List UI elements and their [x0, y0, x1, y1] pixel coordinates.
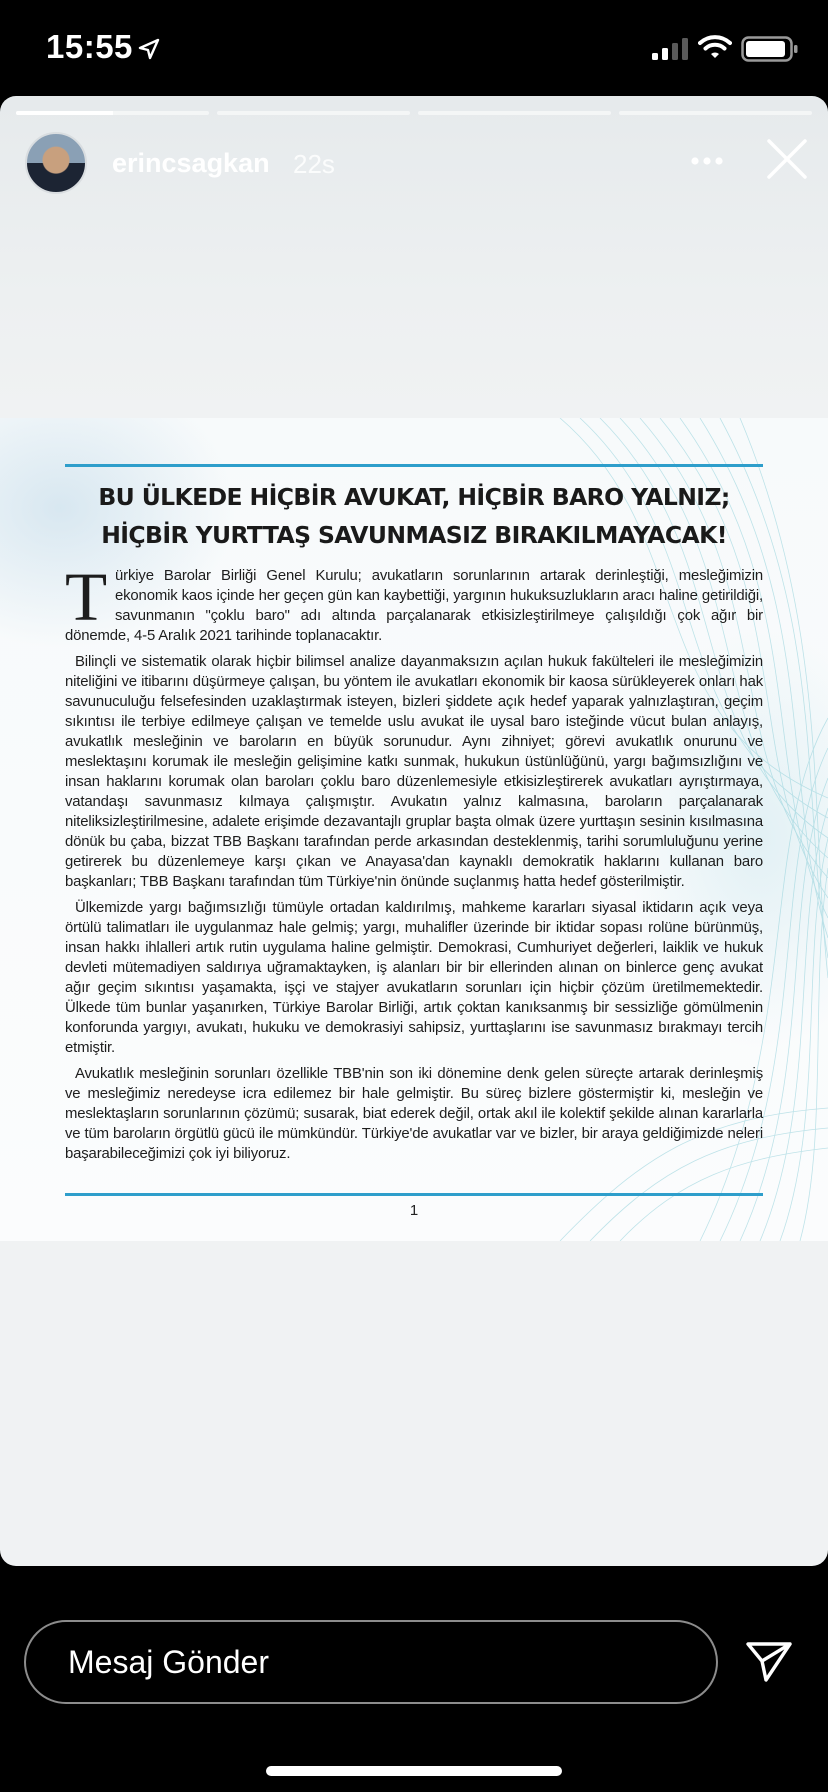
- message-placeholder: Mesaj Gönder: [68, 1644, 269, 1680]
- doc-paragraph: Ülkemizde yargı bağımsızlığı tümüyle ortadan kaldırılmış, mahkeme kararları siyasal iktidarın açık veya örtülü talimatları ile uygulanmaz hale gelmiş; yargı, muhalifler üzerinde bir iktidar sopası rolüne bürünmüş, insan hakkı ihlalleri artık rutin uygulama haline gelmiştir. Demokrasi, Cumhuriyet değerleri, laiklik ve hukuk devleti mütemadiyen saldırıya uğramaktayken, iş alanları bir bir ellerinden alınan on binlerce genç avukat ağır geçim sıkıntısı yaşamakta, işçi ve stajyer avukatların sorunları için hiçbir çözüm üretilmemektedir. Ülkede tüm bunlar yaşanırken, Türkiye Barolar Birliği, artık çoktan kanıksanmış bir sessizliğe gömülmenin konforunda yargıyı, avukatı, hukuku ve demokrasiyi sahipsiz, yurttaşlarını ise savunmasız bırakmayı tercih etmiştir.: [65, 900, 763, 1056]
- doc-paragraph: Avukatlık mesleğinin sorunları özellikle TBB'nin son iki dönemine denk gelen süreçte artarak derinleşmiş ve mesleğimiz neredeyse icra edilemez bir hale gelmiştir. Bu süreç bizlere göstermiştir ki, mesleğin ve meslektaşların sorunlarının çözümü; susarak, biat ederek değil, ortak akıl ile kolektif şekilde alınan kararlarla ve tüm baroların örgütlü gücü ile mümkündür. Türkiye'de avukatlar var ve bizler, bir araya geldiğimizde neleri başarabileceğimizi çok iyi biliyoruz.: [65, 1066, 763, 1162]
- progress-segment: [418, 111, 611, 115]
- cellular-signal-icon: [652, 38, 690, 60]
- home-indicator: [266, 1766, 562, 1776]
- doc-title-line1: BU ÜLKEDE HİÇBİR AVUKAT, HİÇBİR BARO YALNIZ;: [98, 483, 730, 511]
- battery-icon: [741, 36, 799, 62]
- paper-plane-icon[interactable]: [745, 1640, 793, 1684]
- story-time-ago: 22s: [293, 149, 335, 179]
- story-document-image: [0, 418, 828, 1241]
- doc-title-line2: HİÇBİR YURTTAŞ SAVUNMASIZ BIRAKILMAYACAK!: [101, 521, 727, 549]
- page-number: 1: [409, 1202, 419, 1219]
- doc-title: [65, 478, 763, 554]
- message-input[interactable]: [24, 1620, 718, 1704]
- doc-body: [65, 559, 763, 1170]
- doc-paragraph: Türkiye Barolar Birliği Genel Kurulu; avukatların sorunlarının artarak derinleştiği, mesleğimizin ekonomik kaos içinde her geçen gün kan kaybettiği, yargının hukuksuzlukların aracı haline getirildiği, savunmanın "çoklu baro" adı altında parçalanarak etkisizleştirilmeye çalışıldığı çok ağır bir dönemde, 4-5 Aralık 2021 tarihinde toplanacaktır.: [65, 559, 763, 644]
- status-bar: [0, 0, 828, 96]
- avatar[interactable]: [25, 132, 87, 194]
- location-arrow-icon: [138, 38, 160, 60]
- close-icon[interactable]: [766, 138, 808, 180]
- more-icon[interactable]: [690, 156, 724, 166]
- status-time: 15:55: [46, 28, 133, 65]
- story-progress: [16, 111, 812, 115]
- progress-segment: [619, 111, 812, 115]
- drop-cap: T: [65, 559, 107, 635]
- username[interactable]: erincsagkan: [112, 148, 270, 178]
- doc-paragraph: Bilinçli ve sistematik olarak hiçbir bilimsel analize dayanmaksızın açılan hukuk fakülteleri ile mesleğimizin niteliğini ve itibarını düşürmeye çalışan, bu yöntem ile avukatları ekonomik bir kaosa sürükleyerek onları hak savunuculuğu felsefesinden uzaklaştırmak isteyen, bizleri şiddete açık hedef yaparak yalnızlaştıran, geçim sıkıntısı ile terbiye edilmeye çalışan ve temelde uslu avukat ile uysal baro isteğinde vücut bulan anlayış, avukatlık mesleğinin ve baroların en büyük sorunudur. Aynı zihniyet; görevi avukatlık onurunu ve meslektaşını korumak ile mesleğin gelişimine katkı sunmak, hukukun üstünlüğünü, yargı bağımsızlığını ve insan haklarını korumak olan baroları çoklu baro düzenlemesiyle etkisizleştirerek avukatları ayrıştırmaya, vatandaşı savunmasız kılmaya çalışmıştır. Avukatın yalnız kalmasına, baroların parçalanarak niteliksizleştirilmesine, adalete erişimde dezavantajlı gruplar başta olmak üzere yurttaşın sesinin kısılmasına dönük bu çaba, bizzat TBB Başkanı tarafından perde arkasından desteklenmiş, tarihi sorumluluğunu yerine getirerek bu düzenlemeye karşı çıkan ve Anayasa'dan kaynaklı demokratik haklarını kullanan baro başkanları; TBB Başkanı tarafından tüm Türkiye'nin önünde suçlanmış hatta hedef gösterilmiştir.: [65, 654, 763, 890]
- progress-segment: [217, 111, 410, 115]
- doc-top-rule: [65, 464, 763, 467]
- doc-bottom-rule: [65, 1193, 763, 1196]
- progress-segment: [16, 111, 209, 115]
- story-viewer[interactable]: [0, 96, 828, 1566]
- wifi-icon: [698, 34, 732, 60]
